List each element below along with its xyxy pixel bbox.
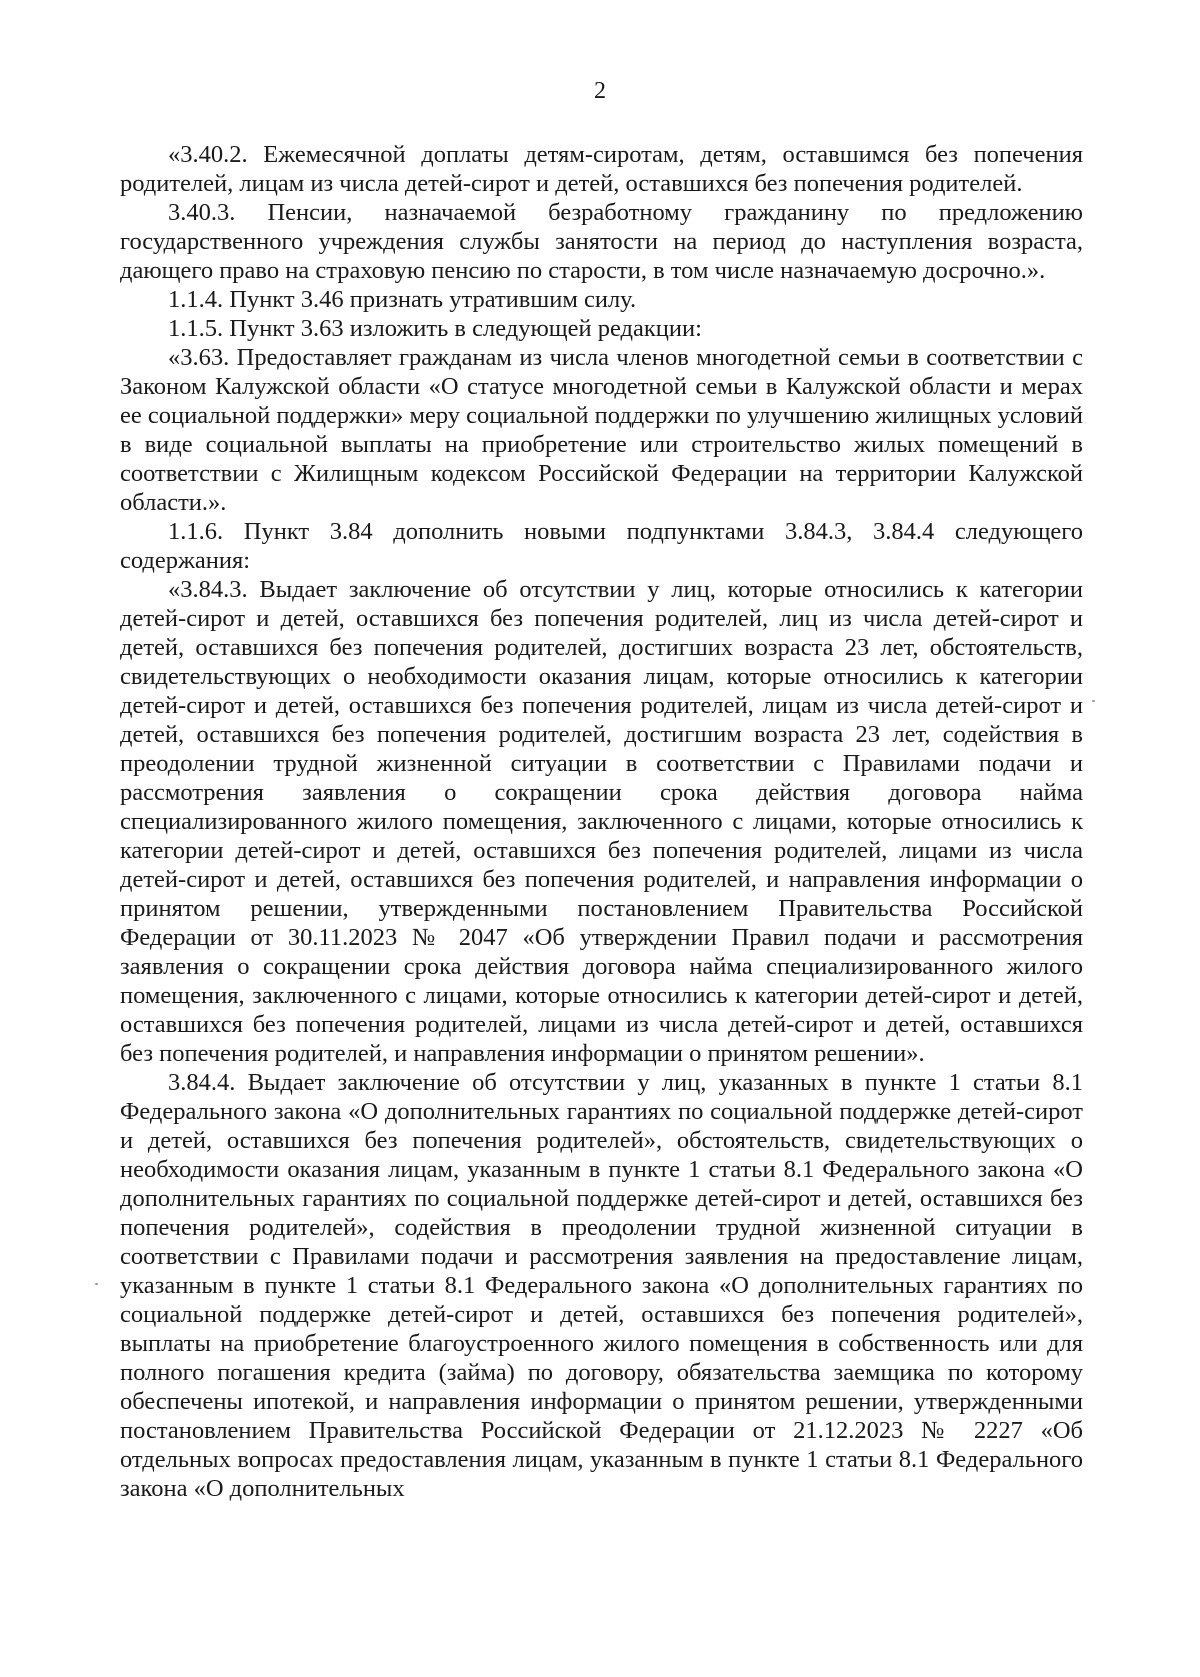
document-body	[120, 140, 1083, 1503]
paragraph-3-40-2: «3.40.2. Ежемесячной доплаты детям-сиротам, детям, оставшимся без попечения родителей, лицам из числа детей-сирот и детей, оставшихся без попечения родителей.	[120, 141, 1083, 197]
paragraph-1-1-6: 1.1.6. Пункт 3.84 дополнить новыми подпунктами 3.84.3, 3.84.4 следующего содержания:	[120, 518, 1083, 574]
paragraph-1-1-5: 1.1.5. Пункт 3.63 изложить в следующей редакции:	[168, 315, 702, 342]
paragraph-3-84-4: 3.84.4. Выдает заключение об отсутствии у лиц, указанных в пункте 1 статьи 8.1 Федерального закона «О дополнительных гарантиях по социальной поддержке детей-сирот и детей, оставшихся без попечения родителей», обстоятельств, свидетельствующих о необходимости оказания лицам, указанным в пункте 1 статьи 8.1 Федерального закона «О дополнительных гарантиях по социальной поддержке детей-сирот и детей, оставшихся без попечения родителей», содействия в преодолении трудной жизненной ситуации в соответствии с Правилами подачи и рассмотрения заявления на предоставление лицам, указанным в пункте 1 статьи 8.1 Федерального закона «О дополнительных гарантиях по социальной поддержке детей-сирот и детей, оставшихся без попечения родителей», выплаты на приобретение благоустроенного жилого помещения в собственность или для полного погашения кредита (займа) по договору, обязательства заемщика по которому обеспечены ипотекой, и направления информации о принятом решении, утвержденными постановлением Правительства Российской Федерации от 21.12.2023 № 2227 «Об отдельных вопросах предоставления лицам, указанным в пункте 1 статьи 8.1 Федерального закона «О дополнительных	[120, 1069, 1083, 1502]
paragraph-1-1-4: 1.1.4. Пункт 3.46 признать утратившим силу.	[168, 286, 637, 313]
paragraph-3-84-3: «3.84.3. Выдает заключение об отсутствии у лиц, которые относились к категории детей-сирот и детей, оставшихся без попечения родителей, лиц из числа детей-сирот и детей, оставшихся без попечения родителей, достигших возраста 23 лет, обстоятельств, свидетельствующих о необходимости оказания лицам, которые относились к категории детей-сирот и детей, оставшихся без попечения родителей, лицам из числа детей-сирот и детей, оставшихся без попечения родителей, достигшим возраста 23 лет, содействия в преодолении трудной жизненной ситуации в соответствии с Правилами подачи и рассмотрения заявления о сокращении срока действия договора найма специализированного жилого помещения, заключенного с лицами, которые относились к категории детей-сирот и детей, оставшихся без попечения родителей, лицами из числа детей-сирот и детей, оставшихся без попечения родителей, и направления информации о принятом решении, утвержденными постановлением Правительства Российской Федерации от 30.11.2023 № 2047 «Об утверждении Правил подачи и рассмотрения заявления о сокращении срока действия договора найма специализированного жилого помещения, заключенного с лицами, которые относились к категории детей-сирот и детей, оставшихся без попечения родителей, лицами из числа детей-сирот и детей, оставшихся без попечения родителей, и направления информации о принятом решении».	[120, 576, 1083, 1067]
page-number: 2	[594, 78, 606, 104]
scan-speck	[95, 1283, 98, 1285]
paragraph-3-63: «3.63. Предоставляет гражданам из числа членов многодетной семьи в соответствии с Законом Калужской области «О статусе многодетной семьи в Калужской области и мерах ее социальной поддержки» меру социальной поддержки по улучшению жилищных условий в виде социальной выплаты на приобретение или строительство жилых помещений в соответствии с Жилищным кодексом Российской Федерации на территории Калужской области.».	[120, 344, 1083, 516]
paragraph-3-40-3: 3.40.3. Пенсии, назначаемой безработному гражданину по предложению государственного учреждения службы занятости на период до наступления возраста, дающего право на страховую пенсию по старости, в том числе назначаемую досрочно.».	[120, 199, 1083, 284]
scan-speck	[1092, 700, 1095, 702]
